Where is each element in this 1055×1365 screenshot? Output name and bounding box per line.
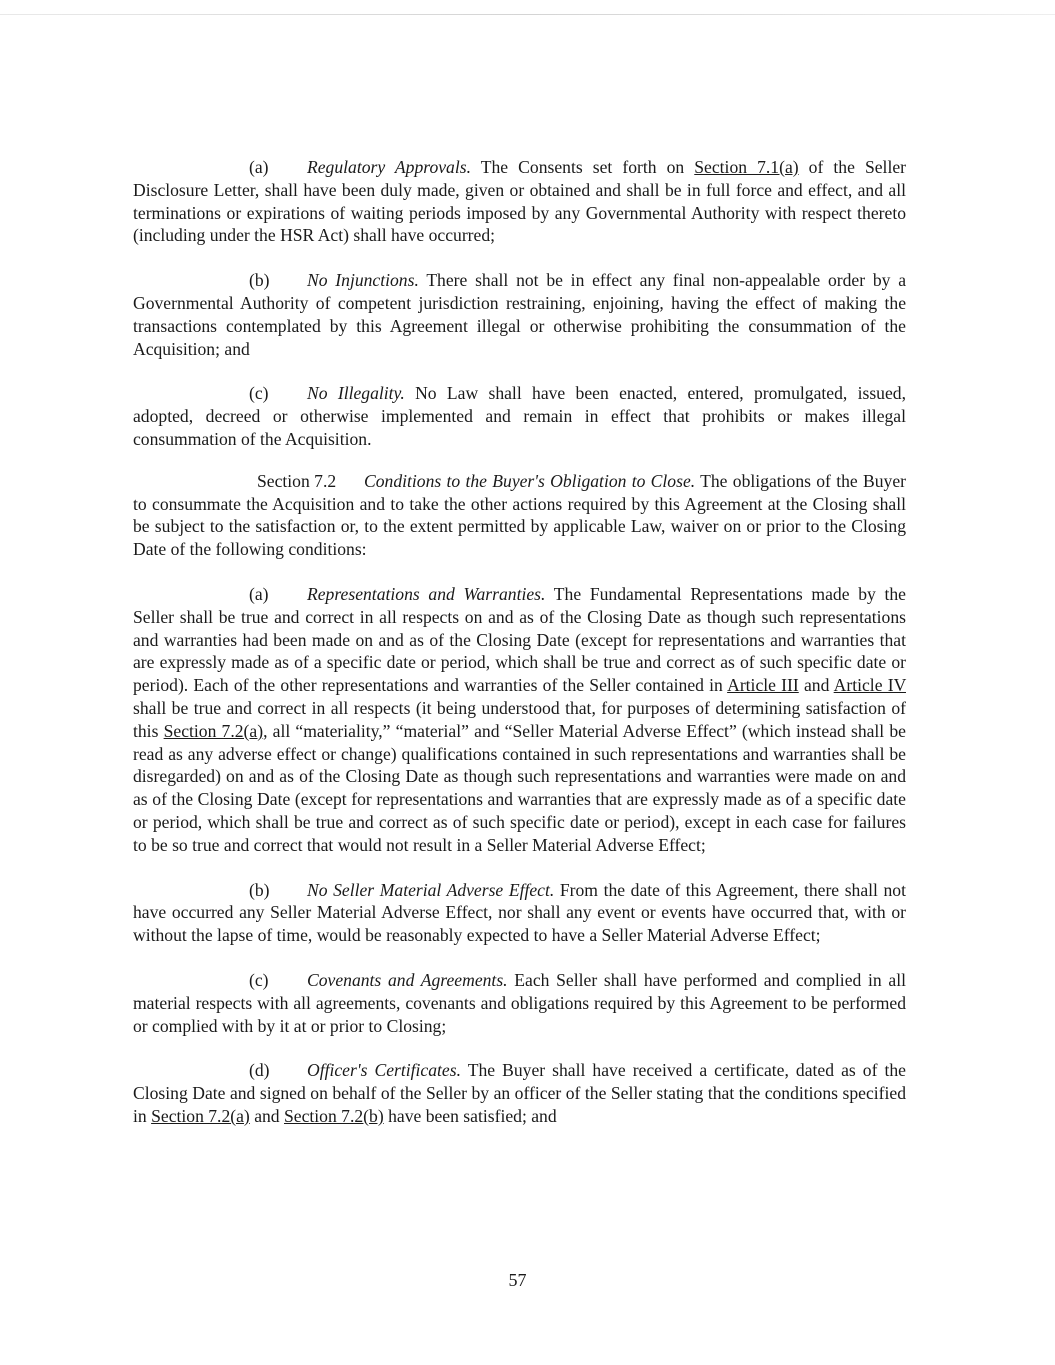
paragraph-no-illegality bbox=[133, 382, 906, 450]
paragraph-text: , all “materiality,” “material” and “Seller Material Adverse Effect” (which instead shall be read as any adverse effect or change) qualifications contained in such representations and warranties shall be disregarded) on and as of the Closing Date as though such representations and warranties were made on and as of the Closing Date (except for representations and warranties that are expressly made as of a specific date or period, which shall be true and correct as of such specific date or period), except in each case for failures to be so true and correct that would not result in a Seller Material Adverse Effect; bbox=[133, 720, 906, 855]
paragraph-label: (a) bbox=[249, 583, 269, 604]
paragraph-no-seller-mae bbox=[133, 879, 906, 947]
paragraph-label: (c) bbox=[249, 383, 269, 404]
paragraph-text: and bbox=[249, 1105, 284, 1126]
cross-reference: Article IV bbox=[833, 675, 906, 696]
paragraph-title: No Seller Material Adverse Effect. bbox=[307, 879, 555, 900]
paragraph-text: and bbox=[798, 675, 834, 696]
paragraph-covenants-and-agreements bbox=[133, 969, 906, 1037]
cross-reference: Section 7.2(a) bbox=[163, 720, 264, 741]
paragraph-text: No Law shall have been enacted, entered, promulgated, issued, adopted, decreed or otherwise implemented and remain in effect that prohibits or makes illegal consummation of the Acquisition. bbox=[133, 383, 906, 449]
paragraph-title: Officer's Certificates. bbox=[307, 1060, 461, 1081]
paragraph-text: The Fundamental Representations made by the Seller shall be true and correct in all respects on and as of the Closing Date as though such representations and warranties had been made on and as of the Closing Date (except for representations and warranties that are expressly made as of a specific date or period, which shall be true and correct as of such specific date or period). Each of the other representations and warranties of the Seller contained in bbox=[133, 583, 906, 696]
paragraph-text: The Buyer shall have received a certificate, dated as of the Closing Date and signed on behalf of the Seller by an officer of the Seller stating that the conditions specified in bbox=[133, 1060, 906, 1126]
paragraph-no-injunctions bbox=[133, 269, 906, 360]
paragraph-title: No Injunctions. bbox=[307, 270, 419, 291]
document-body bbox=[133, 156, 906, 1150]
paragraph-text: of the Seller Disclosure Letter, shall have been duly made, given or obtained and shall be in full force and effect, and all terminations or expirations of waiting periods imposed by any Governmental Authority with respect thereto (including under the HSR Act) shall have occurred; bbox=[133, 157, 906, 246]
cross-reference: Section 7.1(a) bbox=[694, 157, 799, 177]
paragraph-text: have been satisfied; and bbox=[383, 1105, 557, 1126]
cross-reference: Article III bbox=[727, 675, 799, 696]
paragraph-label: (a) bbox=[249, 157, 269, 177]
paragraph-title: Covenants and Agreements. bbox=[307, 969, 508, 990]
paragraph-text: From the date of this Agreement, there shall not have occurred any Seller Material Adverse Effect, nor shall any event or events have occurred that, with or without the lapse of time, would be reasonably expected to have a Seller Material Adverse Effect; bbox=[133, 879, 906, 946]
paragraph-text: The obligations of the Buyer to consummate the Acquisition and to take the other actions required by this Agreement at the Closing shall be subject to the satisfaction or, to the extent permitted by applicable Law, waiver on or prior to the Closing Date of the following conditions: bbox=[133, 470, 906, 560]
cross-reference: Section 7.2(a) bbox=[151, 1105, 250, 1126]
paragraph-text: Each Seller shall have performed and complied in all material respects with all agreements, covenants and obligations required by this Agreement to be performed or complied with by it at or prior to Closing; bbox=[133, 969, 906, 1036]
paragraph-regulatory-approvals bbox=[133, 156, 906, 247]
section-title: Conditions to the Buyer's Obligation to Close. bbox=[364, 470, 696, 491]
paragraph-label: (c) bbox=[249, 969, 269, 990]
paragraph-text: The Consents set forth on bbox=[480, 157, 695, 177]
section-7-2-heading-paragraph bbox=[133, 470, 906, 561]
paragraph-title: Representations and Warranties. bbox=[307, 583, 546, 604]
paragraph-title: No Illegality. bbox=[307, 383, 405, 404]
scan-edge-line bbox=[0, 14, 1055, 15]
page-number: 57 bbox=[508, 1270, 527, 1290]
paragraph-officers-certificates bbox=[133, 1059, 906, 1127]
paragraph-label: (d) bbox=[249, 1060, 270, 1081]
paragraph-text: shall be true and correct in all respects (it being understood that, for purposes of determining satisfaction of this bbox=[133, 697, 906, 741]
paragraph-label: (b) bbox=[249, 270, 270, 291]
paragraph-representations-and-warranties bbox=[133, 583, 906, 857]
paragraph-title: Regulatory Approvals. bbox=[307, 157, 471, 177]
cross-reference: Section 7.2(b) bbox=[284, 1105, 384, 1126]
paragraph-text: There shall not be in effect any final non-appealable order by a Governmental Authority of competent jurisdiction restraining, enjoining, having the effect of making the transactions contemplated by this Agreement illegal or otherwise prohibiting the consummation of the Acquisition; and bbox=[133, 270, 906, 359]
paragraph-label: (b) bbox=[249, 879, 270, 900]
section-number: Section 7.2 bbox=[257, 470, 337, 491]
